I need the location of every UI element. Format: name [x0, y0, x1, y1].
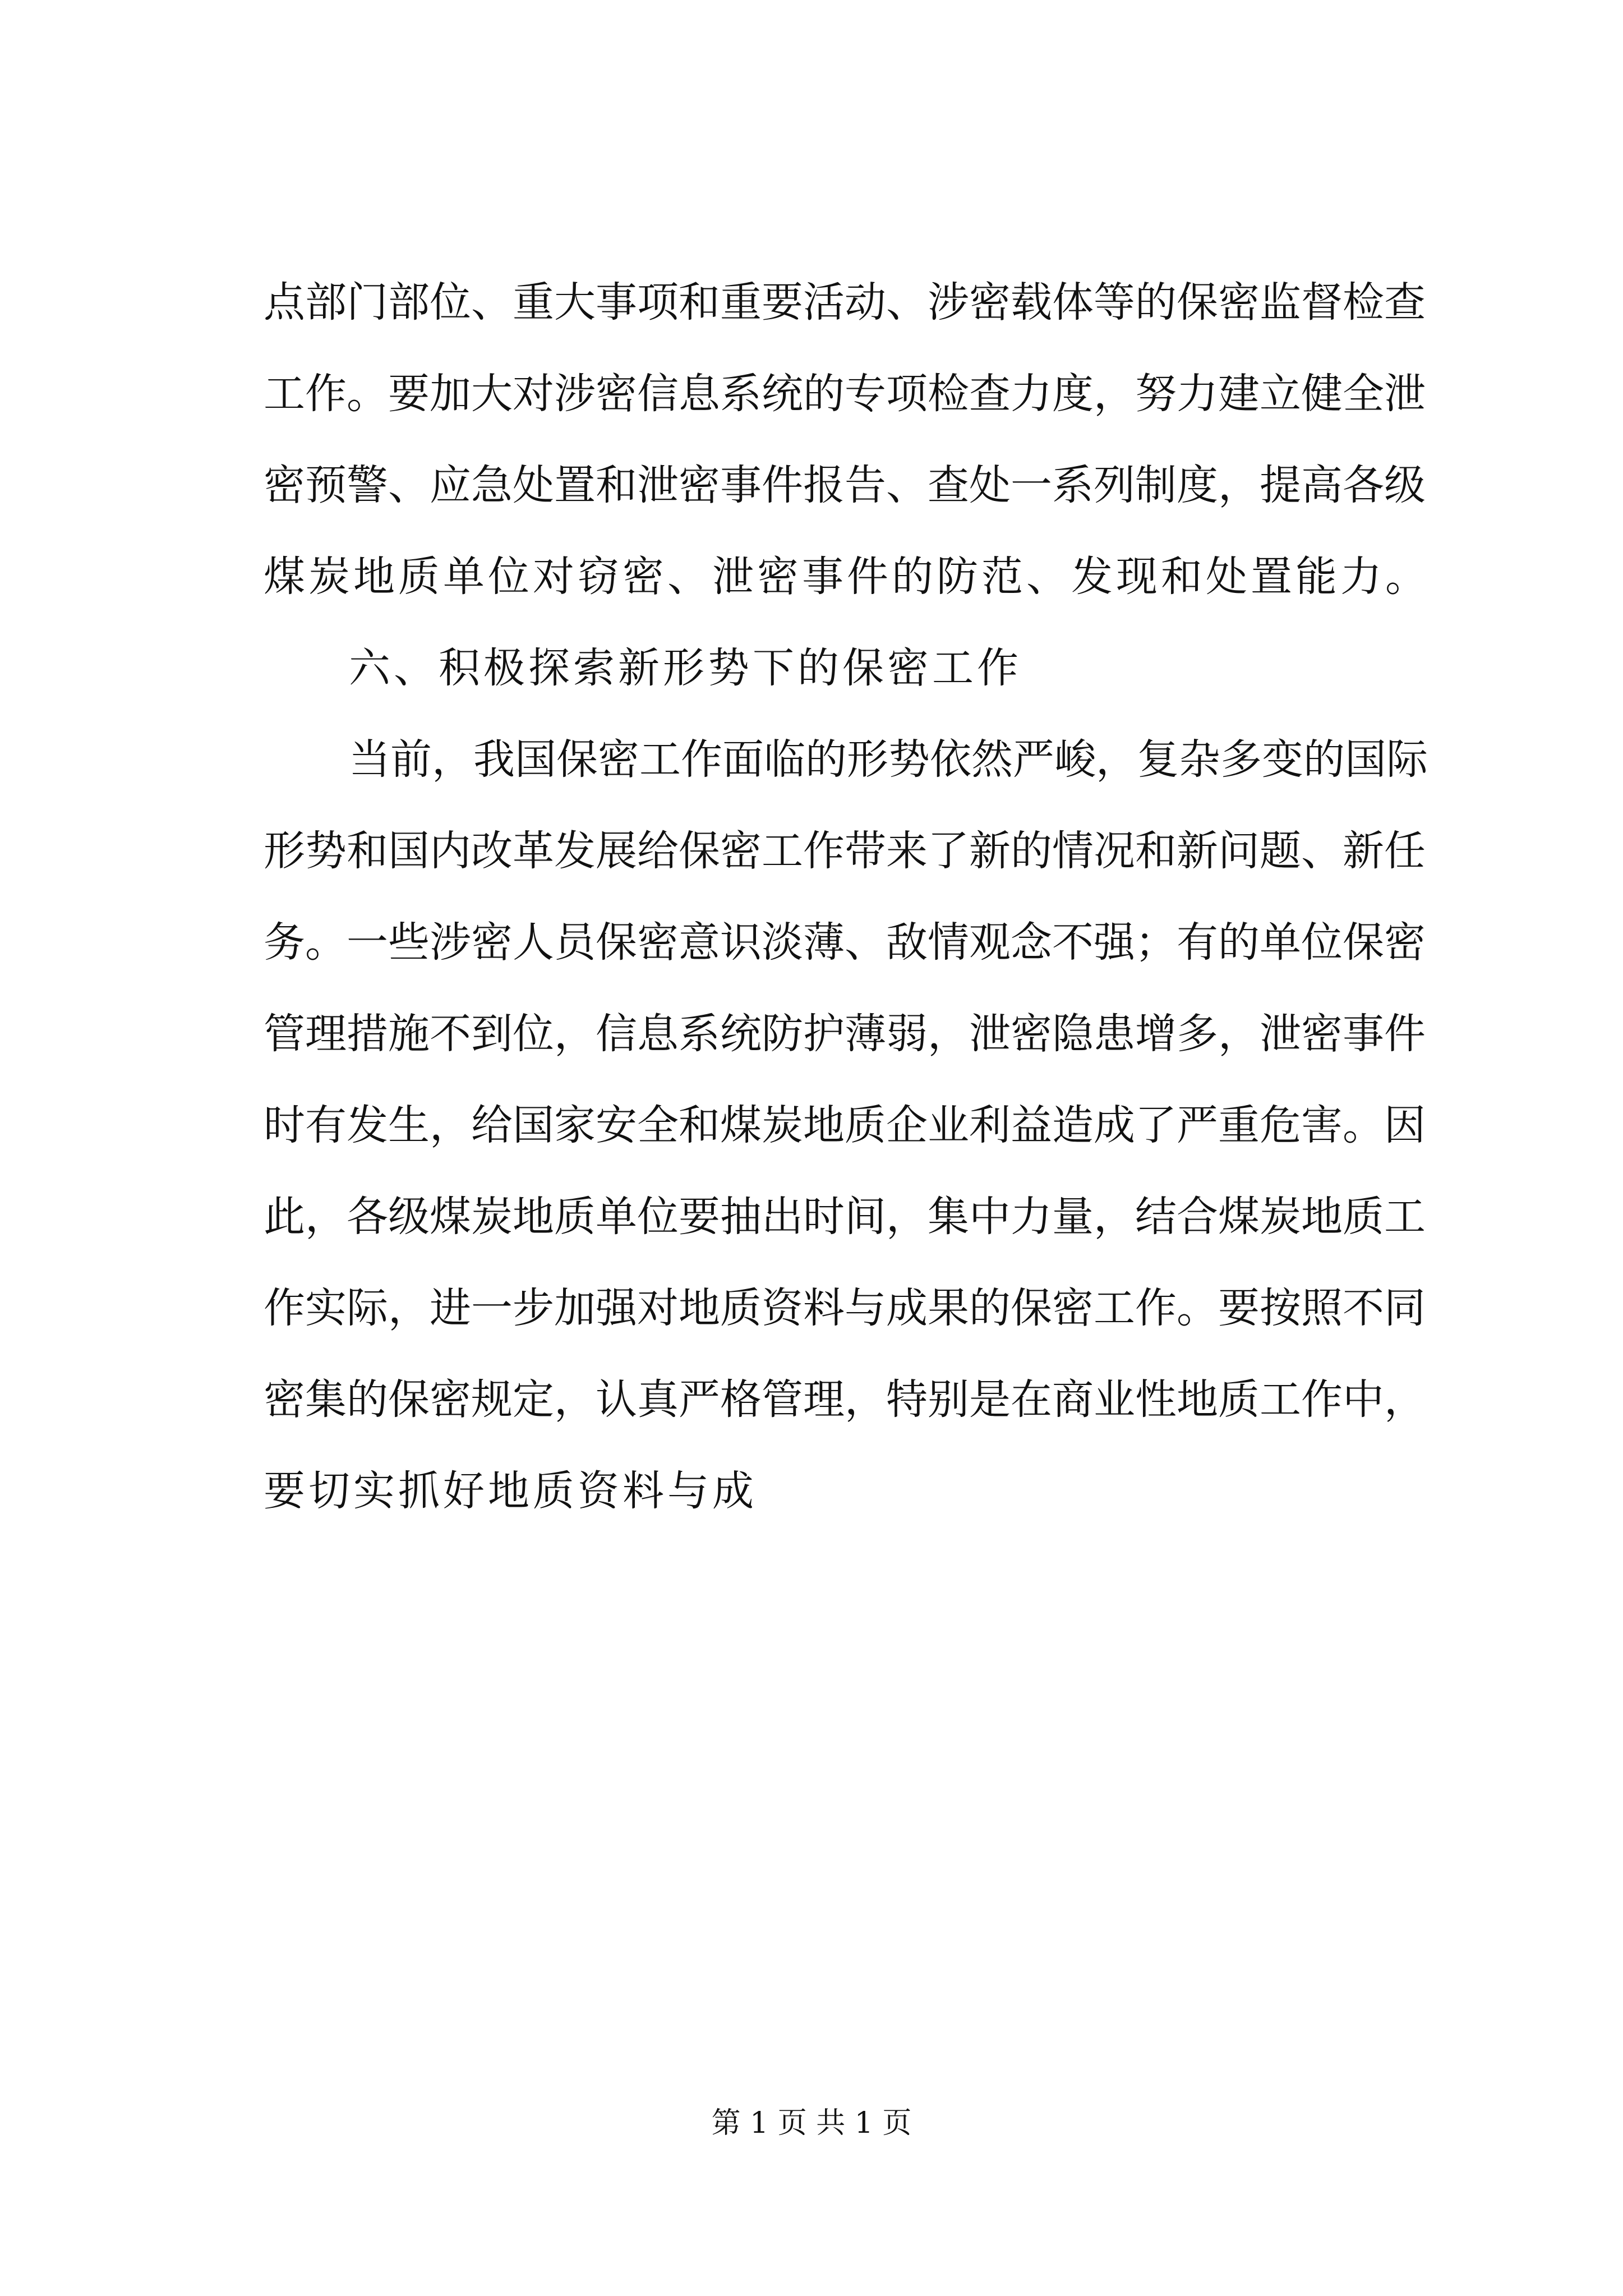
text-line-2: 工作。要加大对涉密信息系统的专项检查力度，努力建立健全泄 — [264, 370, 1426, 418]
text-line-13: 密集的保密规定，认真严格管理，特别是在商业性地质工作中， — [264, 1375, 1426, 1424]
text-line-4: 煤炭地质单位对窃密、泄密事件的防范、发现和处置能力。 — [264, 553, 1430, 601]
page-footer: 第 1 页 共 1 页 — [711, 2106, 912, 2140]
text-line-14: 要切实抓好地质资料与成 — [264, 1467, 757, 1515]
section-heading: 六、积极探索新形势下的保密工作 — [349, 644, 1022, 692]
text-line-8: 务。一些涉密人员保密意识淡薄、敌情观念不强；有的单位保密 — [264, 918, 1426, 967]
text-line-1: 点部门部位、重大事项和重要活动、涉密载体等的保密监督检查 — [264, 278, 1426, 326]
text-line-6: 当前，我国保密工作面临的形势依然严峻，复杂多变的国际 — [349, 735, 1428, 784]
text-line-9: 管理措施不到位，信息系统防护薄弱，泄密隐患增多，泄密事件 — [264, 1010, 1426, 1058]
text-line-10: 时有发生，给国家安全和煤炭地质企业利益造成了严重危害。因 — [264, 1101, 1426, 1149]
text-line-7: 形势和国内改革发展给保密工作带来了新的情况和新问题、新任 — [264, 827, 1426, 875]
text-line-12: 作实际，进一步加强对地质资料与成果的保密工作。要按照不同 — [264, 1284, 1426, 1332]
body-text — [264, 257, 1430, 1537]
text-line-11: 此，各级煤炭地质单位要抽出时间，集中力量，结合煤炭地质工 — [264, 1193, 1426, 1241]
text-line-3: 密预警、应急处置和泄密事件报告、查处一系列制度，提高各级 — [264, 461, 1426, 509]
